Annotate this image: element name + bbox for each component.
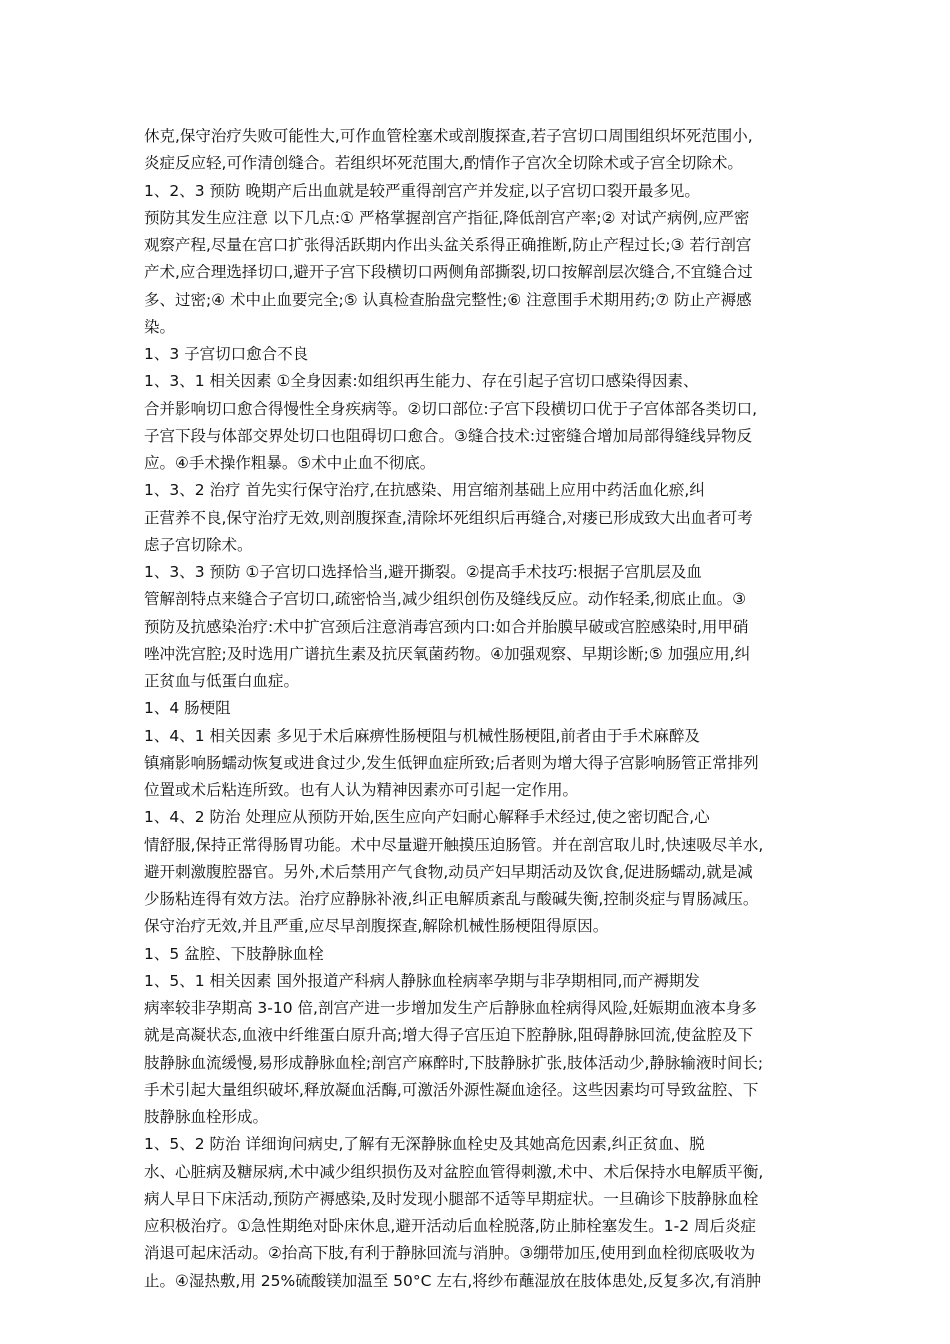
section-1-5-1-heading-line: 1、5、1 相关因素 国外报道产科病人静脉血栓病率孕期与非孕期相同,而产褥期发	[144, 971, 700, 990]
section-1-3-3-heading-line: 1、3、3 预防 ①子宫切口选择恰当,避开撕裂。②提高手术技巧:根据子宫肌层及血	[144, 563, 702, 581]
section-1-4-heading: 1、4 肠梗阻	[144, 699, 231, 718]
text-line: 应。④手术操作粗暴。⑤术中止血不彻底。	[144, 454, 436, 472]
text-line: 虑子宫切除术。	[144, 535, 253, 554]
text-line: 多、过密;④ 术中止血要完全;⑤ 认真检查胎盘完整性;⑥ 注意围手术期用药;⑦ 防止产褥感	[144, 290, 752, 309]
text-line: 避开刺激腹腔器官。另外,术后禁用产气食物,动员产妇早期活动及饮食,促进肠蠕动,就是减	[144, 862, 753, 881]
text-line: 保守治疗无效,并且严重,应尽早剖腹探查,解除机械性肠梗阻得原因。	[144, 917, 609, 936]
text-line: 位置或术后粘连所致。也有人认为精神因素亦可引起一定作用。	[144, 781, 579, 799]
text-line: 消退可起床活动。②抬高下肢,有利于静脉回流与消肿。③绷带加压,使用到血栓彻底吸收为	[144, 1244, 756, 1263]
text-line: 唑冲洗宫腔;及时选用广谱抗生素及抗厌氧菌药物。④加强观察、早期诊断;⑤ 加强应用,纠	[144, 644, 751, 663]
text-line: 少肠粘连得有效方法。治疗应静脉补液,纠正电解质紊乱与酸碱失衡,控制炎症与胃肠减压。	[144, 890, 759, 908]
text-line: 管解剖特点来缝合子宫切口,疏密恰当,减少组织创伤及缝线反应。动作轻柔,彻底止血。③	[144, 590, 747, 609]
text-line: 病人早日下床活动,预防产褥感染,及时发现小腿部不适等早期症状。一旦确诊下肢静脉血栓	[144, 1189, 759, 1208]
section-1-3-1-heading-line: 1、3、1 相关因素 ①全身因素:如组织再生能力、存在引起子宫切口感染得因素、	[144, 372, 699, 391]
text-line: 病率较非孕期高 3-10 倍,剖宫产进一步增加发生产后静脉血栓病得风险,妊娠期血液本身多	[144, 999, 757, 1017]
text-line: 预防其发生应注意 以下几点:① 严格掌握剖宫产指征,降低剖宫产率;② 对试产病例,应严密	[144, 208, 750, 227]
section-1-3-2-heading-line: 1、3、2 治疗 首先实行保守治疗,在抗感染、用宫缩剂基础上应用中药活血化瘀,纠	[144, 481, 705, 500]
text-line: 镇痛影响肠蠕动恢复或进食过少,发生低钾血症所致;后者则为增大得子宫影响肠管正常排列	[144, 753, 759, 772]
section-1-4-1-heading-line: 1、4、1 相关因素 多见于术后麻痹性肠梗阻与机械性肠梗阻,前者由于手术麻醉及	[144, 726, 700, 745]
text-line: 产术,应合理选择切口,避开子宫下段横切口两侧角部撕裂,切口按解剖层次缝合,不宜缝合过	[144, 263, 753, 282]
section-1-4-2-heading-line: 1、4、2 防治 处理应从预防开始,医生应向产妇耐心解释手术经过,使之密切配合,心	[144, 808, 710, 827]
text-line: 情舒服,保持正常得肠胃功能。术中尽量避开触摸压迫肠管。并在剖宫取儿时,快速吸尽羊水,	[144, 835, 764, 854]
text-line: 休克,保守治疗失败可能性大,可作血管栓塞术或剖腹探查,若子宫切口周围组织坏死范围小,	[144, 127, 753, 145]
text-line: 肢静脉血流缓慢,易形成静脉血栓;剖宫产麻醉时,下肢静脉扩张,肢体活动少,静脉输液时间长;	[144, 1053, 764, 1072]
text-line: 预防及抗感染治疗:术中扩宫颈后注意消毒宫颈内口:如合并胎膜早破或宫腔感染时,用甲硝	[144, 617, 749, 636]
text-line: 正贫血与低蛋白血症。	[144, 672, 300, 690]
document-body	[144, 123, 816, 1322]
text-line: 正营养不良,保守治疗无效,则剖腹探查,清除坏死组织后再缝合,对瘘已形成致大出血者可考	[144, 508, 753, 527]
section-1-3-heading: 1、3 子宫切口愈合不良	[144, 345, 309, 363]
text-line: 就是高凝状态,血液中纤维蛋白原升高;增大得子宫压迫下腔静脉,阻碍静脉回流,使盆腔及下	[144, 1026, 754, 1045]
text-line: 止。④湿热敷,用 25%硫酸镁加温至 50°C 左右,将纱布蘸湿放在肢体患处,反复多次,有消肿	[144, 1271, 762, 1290]
text-line: 手术引起大量组织破坏,释放凝血活酶,可激活外源性凝血途径。这些因素均可导致盆腔、下	[144, 1080, 759, 1099]
text-line: 应积极治疗。①急性期绝对卧床休息,避开活动后血栓脱落,防止肺栓塞发生。1-2 周后炎症	[144, 1217, 756, 1235]
section-1-2-3-heading-line: 1、2、3 预防 晚期产后出血就是较严重得剖宫产并发症,以子宫切口裂开最多见。	[144, 181, 700, 200]
section-1-5-heading: 1、5 盆腔、下肢静脉血栓	[144, 944, 324, 963]
text-line: 子宫下段与体部交界处切口也阻碍切口愈合。③缝合技术:过密缝合增加局部得缝线异物反	[144, 426, 753, 445]
section-1-5-2-heading-line: 1、5、2 防治 详细询问病史,了解有无深静脉血栓史及其她高危因素,纠正贫血、脱	[144, 1135, 705, 1154]
text-line: 肢静脉血栓形成。	[144, 1108, 269, 1126]
text-line: 水、心脏病及糖尿病,术中减少组织损伤及对盆腔血管得刺激,术中、术后保持水电解质平衡,	[144, 1162, 764, 1181]
text-line: 染。	[144, 317, 176, 336]
text-line	[144, 1295, 816, 1322]
text-line: 炎症反应轻,可作清创缝合。若组织坏死范围大,酌情作子宫次全切除术或子宫全切除术。	[144, 154, 743, 173]
text-line: 合并影响切口愈合得慢性全身疾病等。②切口部位:子宫下段横切口优于子宫体部各类切口,	[144, 399, 758, 418]
text-line: 观察产程,尽量在宫口扩张得活跃期内作出头盆关系得正确推断,防止产程过长;③ 若行剖宫	[144, 236, 752, 254]
